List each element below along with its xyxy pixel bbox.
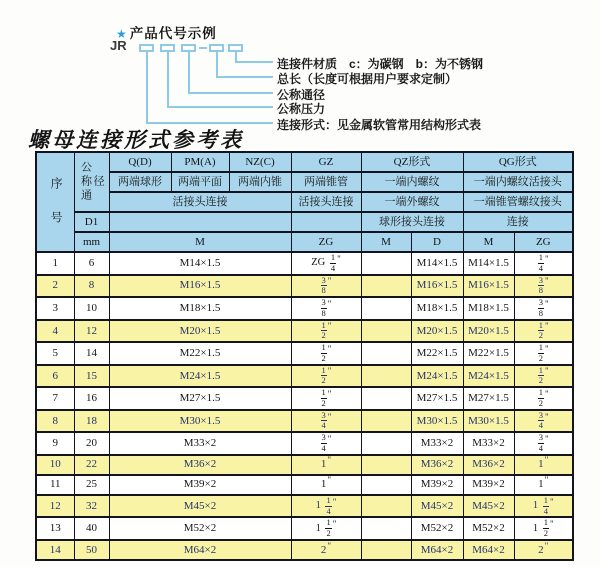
cell-qg-m: M30×1.5 — [463, 410, 514, 433]
cell-qg-zg: $\frac{3}{4}$ " — [514, 410, 573, 433]
table-row — [36, 252, 573, 275]
table-row — [36, 342, 573, 365]
cell-qz-m — [361, 475, 411, 495]
cell-qg-zg: 1 $\frac{1}{4}$ " — [514, 495, 573, 518]
cell-m: M64×2 — [109, 540, 291, 560]
code-label-material: 连接件材质 c：为碳钢 b：为不锈钢 — [277, 57, 484, 71]
cell-serial: 13 — [36, 517, 74, 540]
cell-qg-m: M22×1.5 — [463, 342, 514, 365]
cell-serial: 9 — [36, 432, 74, 455]
product-code-heading-text: 产品代号示例 — [129, 26, 217, 41]
cell-m: M52×2 — [109, 517, 291, 540]
cell-qz-d: M30×1.5 — [411, 410, 463, 433]
code-box-2 — [160, 44, 175, 52]
cell-qz-m — [361, 387, 411, 410]
cell-qz-m — [361, 410, 411, 433]
cell-m: M33×2 — [109, 432, 291, 455]
table-row — [36, 517, 573, 540]
cell-qz-m — [361, 297, 411, 320]
header-subconn-qg: 连接 — [463, 212, 573, 232]
cell-m: M16×1.5 — [109, 275, 291, 298]
cell-qg-zg: 2" — [514, 540, 573, 560]
code-label-pressure: 公称压力 — [277, 102, 326, 116]
product-code-heading — [116, 22, 217, 42]
header-mm: mm — [74, 232, 109, 252]
cell-dn: 25 — [74, 475, 109, 495]
cell-qz-m — [361, 432, 411, 455]
header-end-gz: 两端锥管 — [291, 172, 361, 192]
cell-serial: 3 — [36, 297, 74, 320]
cell-qz-m — [361, 540, 411, 560]
cell-gz-zg: $\frac{3}{8}$ " — [291, 275, 361, 298]
cell-qz-d: M64×2 — [411, 540, 463, 560]
cell-qz-m — [361, 252, 411, 275]
cell-gz-zg: $\frac{3}{4}$ " — [291, 432, 361, 455]
cell-qz-d: M27×1.5 — [411, 387, 463, 410]
cell-serial: 8 — [36, 410, 74, 433]
header-blank — [109, 212, 291, 232]
cell-m: M27×1.5 — [109, 387, 291, 410]
header-serial: 序号 — [36, 152, 74, 252]
header-end-qz: 一端内螺纹 — [361, 172, 463, 192]
cell-m: M20×1.5 — [109, 320, 291, 343]
cell-dn: 50 — [74, 540, 109, 560]
code-label-diameter: 公称通径 — [277, 88, 326, 102]
cell-dn: 10 — [74, 297, 109, 320]
cell-serial: 1 — [36, 252, 74, 275]
table-row — [36, 455, 573, 475]
cell-qg-zg: $\frac{1}{2}$ " — [514, 342, 573, 365]
header-unit-zg: ZG — [291, 232, 361, 252]
cell-gz-zg: 1" — [291, 455, 361, 475]
cell-qz-m — [361, 320, 411, 343]
cell-qz-m — [361, 455, 411, 475]
connector-line — [167, 106, 273, 108]
header-blank — [291, 212, 361, 232]
connector-line — [235, 61, 273, 63]
cell-dn: 16 — [74, 387, 109, 410]
header-end-qd: 两端球形 — [109, 172, 171, 192]
cell-qz-m — [361, 495, 411, 518]
cell-gz-zg: $\frac{1}{2}$ " — [291, 342, 361, 365]
header-subconn-qz: 球形接头连接 — [361, 212, 463, 232]
code-label-conn-form: 连接形式：见金属软管常用结构形式表 — [277, 118, 482, 132]
header-unit-qg-m: M — [463, 232, 514, 252]
cell-dn: 15 — [74, 365, 109, 388]
code-label-length: 总长（长度可根据用户要求定制） — [277, 72, 458, 86]
cell-qz-d: M24×1.5 — [411, 365, 463, 388]
connector-line — [216, 76, 273, 78]
cell-gz-zg: 2" — [291, 540, 361, 560]
header-unit-qz-d: D — [411, 232, 463, 252]
table-title: 螺母连接形式参考表 — [28, 127, 244, 152]
cell-gz-zg: $\frac{1}{2}$ " — [291, 387, 361, 410]
header-end-qg: 一端内螺纹活接头 — [463, 172, 573, 192]
table-row — [36, 275, 573, 298]
cell-qz-d: M52×2 — [411, 517, 463, 540]
cell-m: M30×1.5 — [109, 410, 291, 433]
cell-gz-zg: $\frac{1}{2}$ " — [291, 365, 361, 388]
cell-m: M39×2 — [109, 475, 291, 495]
cell-qz-m — [361, 517, 411, 540]
header-form-qg: QG形式 — [463, 152, 573, 172]
cell-qg-zg: $\frac{3}{8}$ " — [514, 297, 573, 320]
cell-gz-zg: 1" — [291, 475, 361, 495]
cell-qz-m — [361, 275, 411, 298]
cell-m: M45×2 — [109, 495, 291, 518]
cell-qz-d: M45×2 — [411, 495, 463, 518]
cell-qg-zg: $\frac{1}{2}$ " — [514, 320, 573, 343]
cell-m: M22×1.5 — [109, 342, 291, 365]
cell-m: M24×1.5 — [109, 365, 291, 388]
cell-qz-d: M18×1.5 — [411, 297, 463, 320]
cell-gz-zg: $\frac{1}{2}$ " — [291, 320, 361, 343]
cell-m: M36×2 — [109, 455, 291, 475]
table-row — [36, 475, 573, 495]
cell-dn: 6 — [74, 252, 109, 275]
cell-serial: 11 — [36, 475, 74, 495]
header-d1: D1 — [74, 212, 109, 232]
connector-line — [146, 52, 148, 124]
cell-dn: 40 — [74, 517, 109, 540]
header-conn-qg: 一端锥管螺纹接头 — [463, 192, 573, 212]
cell-dn: 18 — [74, 410, 109, 433]
cell-dn: 12 — [74, 320, 109, 343]
cell-qg-zg: 1 $\frac{1}{2}$ " — [514, 517, 573, 540]
header-end-nzc: 两端内锥 — [229, 172, 291, 192]
cell-qg-m: M24×1.5 — [463, 365, 514, 388]
cell-qz-d: M36×2 — [411, 455, 463, 475]
table-row — [36, 495, 573, 518]
cell-qz-d: M14×1.5 — [411, 252, 463, 275]
cell-qz-m — [361, 342, 411, 365]
cell-qg-m: M20×1.5 — [463, 320, 514, 343]
cell-qg-m: M52×2 — [463, 517, 514, 540]
cell-serial: 4 — [36, 320, 74, 343]
cell-qg-zg: $\frac{1}{2}$ " — [514, 365, 573, 388]
cell-serial: 7 — [36, 387, 74, 410]
cell-qg-m: M27×1.5 — [463, 387, 514, 410]
header-unit-qz-m: M — [361, 232, 411, 252]
star-icon: ★ — [116, 27, 128, 41]
cell-gz-zg: $\frac{3}{8}$ " — [291, 297, 361, 320]
table-row — [36, 365, 573, 388]
cell-qg-zg: 1" — [514, 455, 573, 475]
cell-qg-m: M33×2 — [463, 432, 514, 455]
header-conn-gz: 活接头连接 — [291, 192, 361, 212]
cell-dn: 14 — [74, 342, 109, 365]
header-end-pma: 两端平面 — [171, 172, 229, 192]
cell-gz-zg: $\frac{3}{4}$ " — [291, 410, 361, 433]
cell-serial: 10 — [36, 455, 74, 475]
header-form-gz: GZ — [291, 152, 361, 172]
cell-qz-d: M33×2 — [411, 432, 463, 455]
cell-qg-zg: 1" — [514, 475, 573, 495]
header-unit-m: M — [109, 232, 291, 252]
table-header — [36, 152, 573, 252]
header-form-qd: Q(D) — [109, 152, 171, 172]
cell-dn: 8 — [74, 275, 109, 298]
connector-line — [167, 52, 169, 108]
cell-qg-zg: $\frac{3}{8}$ " — [514, 275, 573, 298]
cell-serial: 5 — [36, 342, 74, 365]
header-conn-qz: 一端外螺纹 — [361, 192, 463, 212]
connector-line — [188, 52, 190, 94]
cell-dn: 22 — [74, 455, 109, 475]
cell-dn: 32 — [74, 495, 109, 518]
table-row — [36, 432, 573, 455]
cell-qg-m: M36×2 — [463, 455, 514, 475]
header-form-nzc: NZ(C) — [229, 152, 291, 172]
cell-qg-m: M16×1.5 — [463, 275, 514, 298]
cell-qz-m — [361, 365, 411, 388]
connector-line — [188, 92, 273, 94]
table-row — [36, 410, 573, 433]
cell-serial: 14 — [36, 540, 74, 560]
code-box-4 — [209, 44, 224, 52]
cell-m: M18×1.5 — [109, 297, 291, 320]
cell-qg-m: M18×1.5 — [463, 297, 514, 320]
cell-gz-zg: 1 $\frac{1}{2}$ " — [291, 517, 361, 540]
cell-serial: 6 — [36, 365, 74, 388]
cell-qg-zg: $\frac{3}{4}$ " — [514, 432, 573, 455]
header-form-qz: QZ形式 — [361, 152, 463, 172]
product-code-prefix: JR — [110, 38, 127, 53]
table-row — [36, 297, 573, 320]
cell-qz-d: M16×1.5 — [411, 275, 463, 298]
table-row — [36, 320, 573, 343]
cell-qg-m: M14×1.5 — [463, 252, 514, 275]
cell-qg-zg: $\frac{1}{2}$ " — [514, 387, 573, 410]
code-box-3 — [181, 44, 196, 52]
code-box-5 — [228, 44, 243, 52]
header-form-pma: PM(A) — [171, 152, 229, 172]
table-row — [36, 387, 573, 410]
cell-qg-m: M64×2 — [463, 540, 514, 560]
reference-table — [35, 151, 574, 561]
header-diameter: 公称通径 — [74, 152, 109, 212]
connector-line — [216, 52, 218, 78]
cell-qg-zg: $\frac{1}{4}$ " — [514, 252, 573, 275]
cell-gz-zg: ZG $\frac{1}{4}$ " — [291, 252, 361, 275]
cell-qz-d: M22×1.5 — [411, 342, 463, 365]
cell-qg-m: M39×2 — [463, 475, 514, 495]
cell-m: M14×1.5 — [109, 252, 291, 275]
table-body — [36, 252, 573, 560]
header-unit-qg-zg: ZG — [514, 232, 573, 252]
table-row — [36, 540, 573, 560]
code-dash — [199, 47, 207, 49]
cell-dn: 20 — [74, 432, 109, 455]
cell-serial: 12 — [36, 495, 74, 518]
cell-qz-d: M20×1.5 — [411, 320, 463, 343]
cell-qz-d: M39×2 — [411, 475, 463, 495]
header-conn-union: 活接头连接 — [109, 192, 291, 212]
code-box-1 — [139, 44, 154, 52]
cell-gz-zg: 1 $\frac{1}{4}$ " — [291, 495, 361, 518]
cell-qg-m: M45×2 — [463, 495, 514, 518]
cell-serial: 2 — [36, 275, 74, 298]
